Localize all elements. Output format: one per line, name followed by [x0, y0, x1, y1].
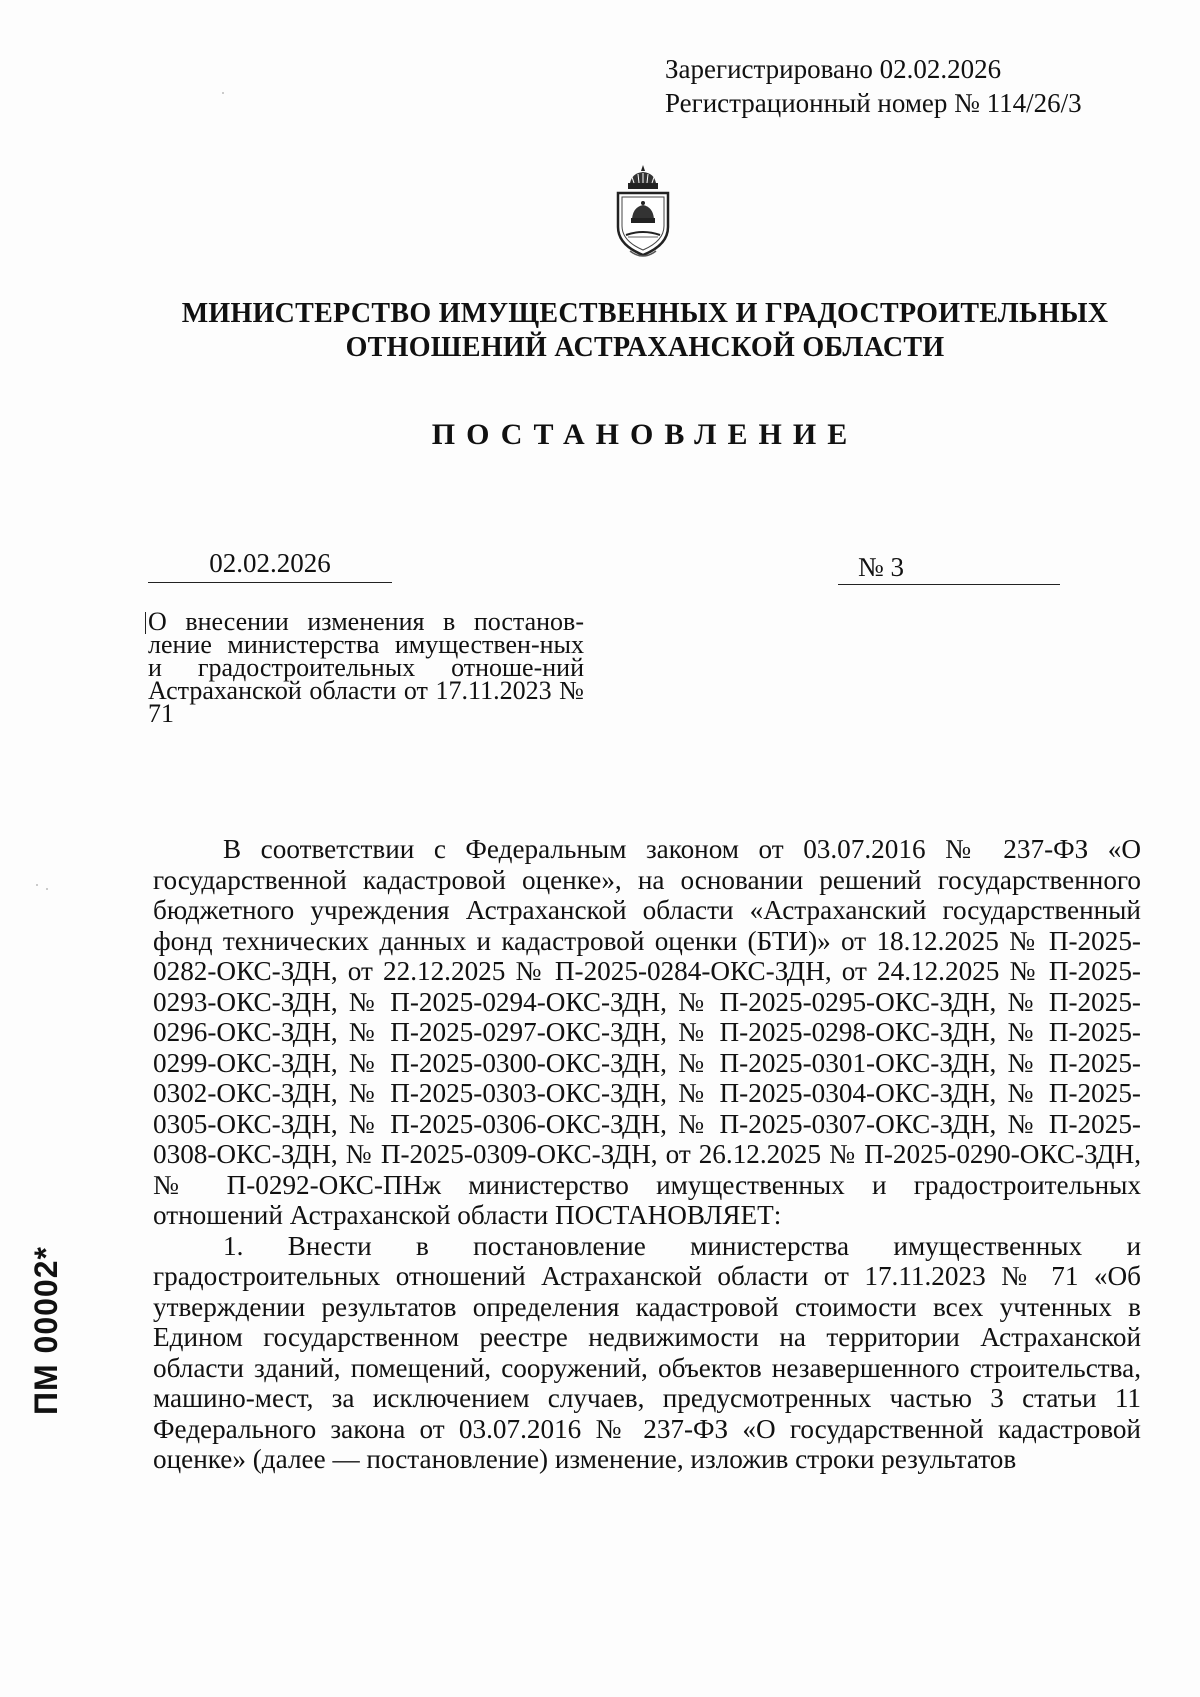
- registration-number: Регистрационный номер № 114/26/3: [665, 88, 1082, 118]
- ministry-title-line-2: ОТНОШЕНИЙ АСТРАХАНСКОЙ ОБЛАСТИ: [345, 332, 945, 363]
- scan-speck: [222, 92, 224, 94]
- body-paragraph-2: 1. Внести в постановление министерства имущественных и градостроительных отношений Астраханской области от 17.11.2023 № 71 «Об утверждении результатов определения кадастровой стоимости всех учтенных в Едином государственном реестре недвижимости на территории Астраханской области зданий, помещений, сооружений, объектов незавершенного строительства, машино-мест, за исключением случаев, предусмотренных частью 3 статьи 11 Федерального закона от 03.07.2016 № 237-ФЗ «О государственной кадастровой оценке» (далее — постановление) изменение, изложив строки результатов: [153, 1230, 1141, 1474]
- document-number-field: [838, 552, 1060, 585]
- document-date: 02.02.2026: [148, 548, 392, 583]
- coat-of-arms-icon: [608, 163, 678, 263]
- document-body: [153, 834, 1141, 1475]
- ministry-title-line-1: МИНИСТЕРСТВО ИМУЩЕСТВЕННЫХ И ГРАДОСТРОИТЕЛЬНЫХ: [181, 298, 1109, 329]
- side-stamp-code: ПМ 00002*: [28, 1246, 64, 1415]
- body-paragraph-1: В соответствии с Федеральным законом от 03.07.2016 № 237-ФЗ «О государственной кадастровой оценке», на основании решений государственного бюджетного учреждения Астраханской области «Астраханский государственный фонд технических данных и кадастровой оценки (БТИ)» от 18.12.2025 № П-2025-0282-ОКС-ЗДН, от 22.12.2025 № П-2025-0284-ОКС-ЗДН, от 24.12.2025 № П-2025-0293-ОКС-ЗДН, № П-2025-0294-ОКС-ЗДН, № П-2025-0295-ОКС-ЗДН, № П-2025-0296-ОКС-ЗДН, № П-2025-0297-ОКС-ЗДН, № П-2025-0298-ОКС-ЗДН, № П-2025-0299-ОКС-ЗДН, № П-2025-0300-ОКС-ЗДН, № П-2025-0301-ОКС-ЗДН, № П-2025-0302-ОКС-ЗДН, № П-2025-0303-ОКС-ЗДН, № П-2025-0304-ОКС-ЗДН, № П-2025-0305-ОКС-ЗДН, № П-2025-0306-ОКС-ЗДН, № П-2025-0307-ОКС-ЗДН, № П-2025-0308-ОКС-ЗДН, № П-2025-0309-ОКС-ЗДН, от 26.12.2025 № П-2025-0290-ОКС-ЗДН, № П-0292-ОКС-ПНж министерство имущественных и градостроительных отношений Астраханской области ПОСТАНОВЛЯЕТ:: [153, 834, 1141, 1230]
- document-type-heading: ПОСТАНОВЛЕНИЕ: [431, 418, 859, 451]
- scan-speck: [46, 888, 48, 890]
- registration-date: Зарегистрировано 02.02.2026: [665, 54, 1002, 84]
- document-subject: О внесении изменения в постанов-ление министерства имуществен-ных и градостроительных отноше-ний Астраханской области от 17.11.2023 № 71: [148, 607, 584, 728]
- document-number: № 3: [858, 552, 905, 582]
- ministry-title: [0, 297, 1200, 365]
- scan-speck: [36, 884, 38, 886]
- registration-block: [665, 52, 1082, 120]
